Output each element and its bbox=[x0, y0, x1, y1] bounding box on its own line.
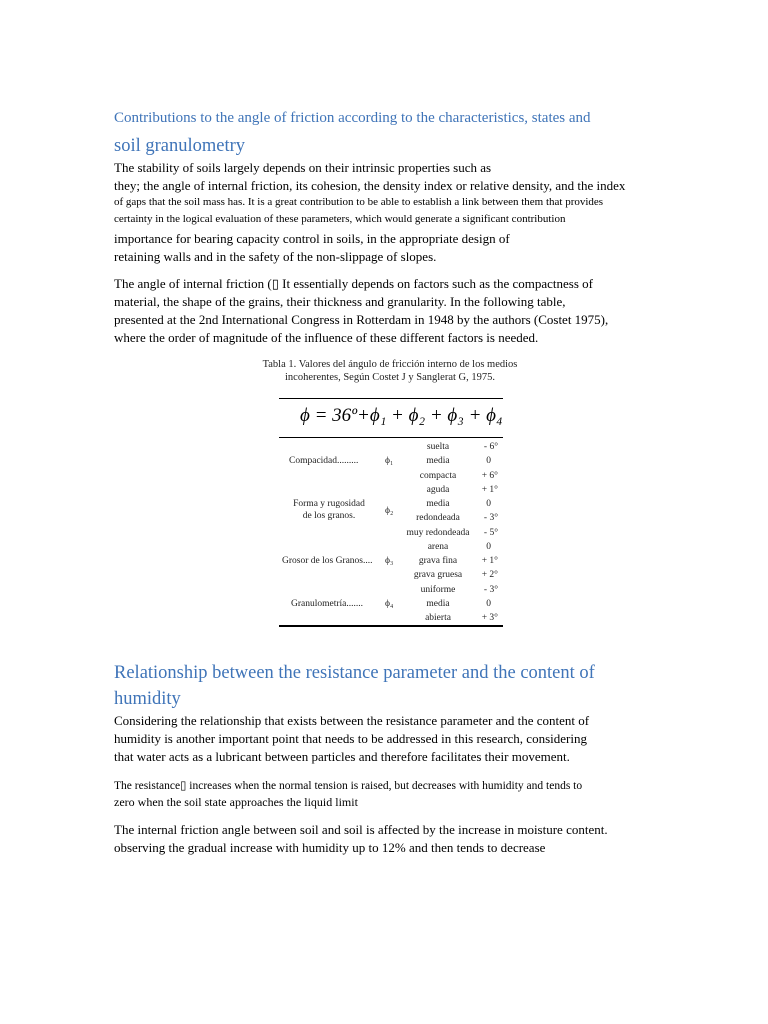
section-heading-line1: Contributions to the angle of friction according to the characteristics, states and bbox=[114, 110, 591, 126]
table-cell-state: uniforme bbox=[420, 585, 456, 595]
paragraph-line: presented at the 2nd International Congress in Rotterdam in 1948 by the authors (Costet 1975), bbox=[114, 312, 609, 327]
table-cell-state: arena bbox=[427, 542, 449, 552]
paragraph-line: material, the shape of the grains, their thickness and granularity. In the following table, bbox=[114, 294, 566, 309]
paragraph-line: The angle of internal friction (▯ It essentially depends on factors such as the compactness of bbox=[114, 276, 593, 291]
table-cell-state: muy redondeada bbox=[406, 528, 470, 538]
table-bottom-rule bbox=[279, 625, 503, 627]
factor-symbol: ϕ₄ bbox=[385, 599, 394, 609]
table-caption-line2: incoherentes, Según Costet J y Sanglerat G, 1975. bbox=[285, 372, 495, 383]
table-cell-value: - 5° bbox=[483, 528, 498, 538]
factor-label: Granulometría....... bbox=[291, 599, 364, 609]
paragraph-line: humidity is another important point that needs to be addressed in this research, considering bbox=[114, 731, 587, 746]
section-heading-line1: Relationship between the resistance parameter and the content of bbox=[114, 663, 595, 683]
factor-label: Forma y rugosidad bbox=[293, 499, 365, 509]
paragraph-line: certainty in the logical evaluation of these parameters, which would generate a significant contribution bbox=[114, 213, 566, 225]
factor-symbol: ϕ₃ bbox=[385, 556, 394, 566]
table-cell-value: + 1° bbox=[481, 485, 498, 495]
paragraph-line: The internal friction angle between soil and soil is affected by the increase in moisture content. bbox=[114, 822, 608, 837]
paragraph-line: The resistance▯ increases when the normal tension is raised, but decreases with humidity and tends to bbox=[114, 780, 583, 792]
section-heading-line2: soil granulometry bbox=[114, 136, 246, 156]
table-cell-state: grava fina bbox=[418, 556, 458, 566]
table-cell-value: - 6° bbox=[483, 442, 498, 452]
table-cell-state: media bbox=[426, 456, 450, 466]
table-top-rule bbox=[279, 398, 503, 399]
paragraph-line: importance for bearing capacity control in soils, in the appropriate design of bbox=[114, 231, 510, 246]
friction-formula: ϕ = 36º+ϕ₁ + ϕ₂ + ϕ₃ + ϕ₄ bbox=[300, 405, 503, 426]
table-cell-value: + 2° bbox=[481, 570, 498, 580]
table-cell-value: 0 bbox=[486, 456, 491, 466]
table-cell-value: 0 bbox=[486, 499, 491, 509]
table-cell-value: + 6° bbox=[481, 471, 498, 481]
table-cell-value: 0 bbox=[486, 542, 491, 552]
table-cell-state: compacta bbox=[419, 471, 457, 481]
table-cell-value: - 3° bbox=[483, 513, 498, 523]
paragraph-line: zero when the soil state approaches the liquid limit bbox=[114, 795, 358, 809]
table-caption-line1: Tabla 1. Valores del ángulo de fricción interno de los medios bbox=[262, 359, 518, 370]
table-cell-value: + 1° bbox=[481, 556, 498, 566]
paragraph-line: that water acts as a lubricant between particles and therefore facilitates their movement. bbox=[114, 749, 570, 764]
paragraph-line: retaining walls and in the safety of the non-slippage of slopes. bbox=[114, 249, 437, 264]
table-cell-state: abierta bbox=[425, 613, 451, 623]
table-cell-value: + 3° bbox=[481, 613, 498, 623]
factor-label: Grosor de los Granos.... bbox=[282, 556, 373, 566]
table-cell-value: 0 bbox=[486, 599, 491, 609]
paragraph-line: observing the gradual increase with humidity up to 12% and then tends to decrease bbox=[114, 840, 546, 855]
paragraph-line: where the order of magnitude of the influence of these different factors is needed. bbox=[114, 330, 539, 345]
factor-label: Compacidad......... bbox=[289, 456, 359, 466]
table-cell-state: suelta bbox=[426, 442, 450, 452]
paragraph-line: they; the angle of internal friction, its cohesion, the density index or relative density, and the index bbox=[114, 178, 626, 193]
paragraph-line: The stability of soils largely depends on their intrinsic properties such as bbox=[114, 160, 492, 175]
paragraph-line: of gaps that the soil mass has. It is a great contribution to be able to establish a link between them that provides bbox=[114, 196, 604, 208]
section-heading-line2: humidity bbox=[114, 689, 181, 709]
table-header-rule bbox=[279, 437, 503, 438]
factor-label-line2: de los granos. bbox=[302, 511, 356, 521]
factor-symbol: ϕ₂ bbox=[385, 506, 394, 516]
paragraph-line: Considering the relationship that exists between the resistance parameter and the content of bbox=[114, 713, 590, 728]
table-cell-state: media bbox=[426, 499, 450, 509]
factor-symbol: ϕ₁ bbox=[385, 456, 394, 466]
table-cell-state: grava gruesa bbox=[413, 570, 463, 580]
table-cell-value: - 3° bbox=[483, 585, 498, 595]
table-cell-state: media bbox=[426, 599, 450, 609]
table-cell-state: aguda bbox=[426, 485, 450, 495]
table-cell-state: redondeada bbox=[416, 513, 460, 523]
